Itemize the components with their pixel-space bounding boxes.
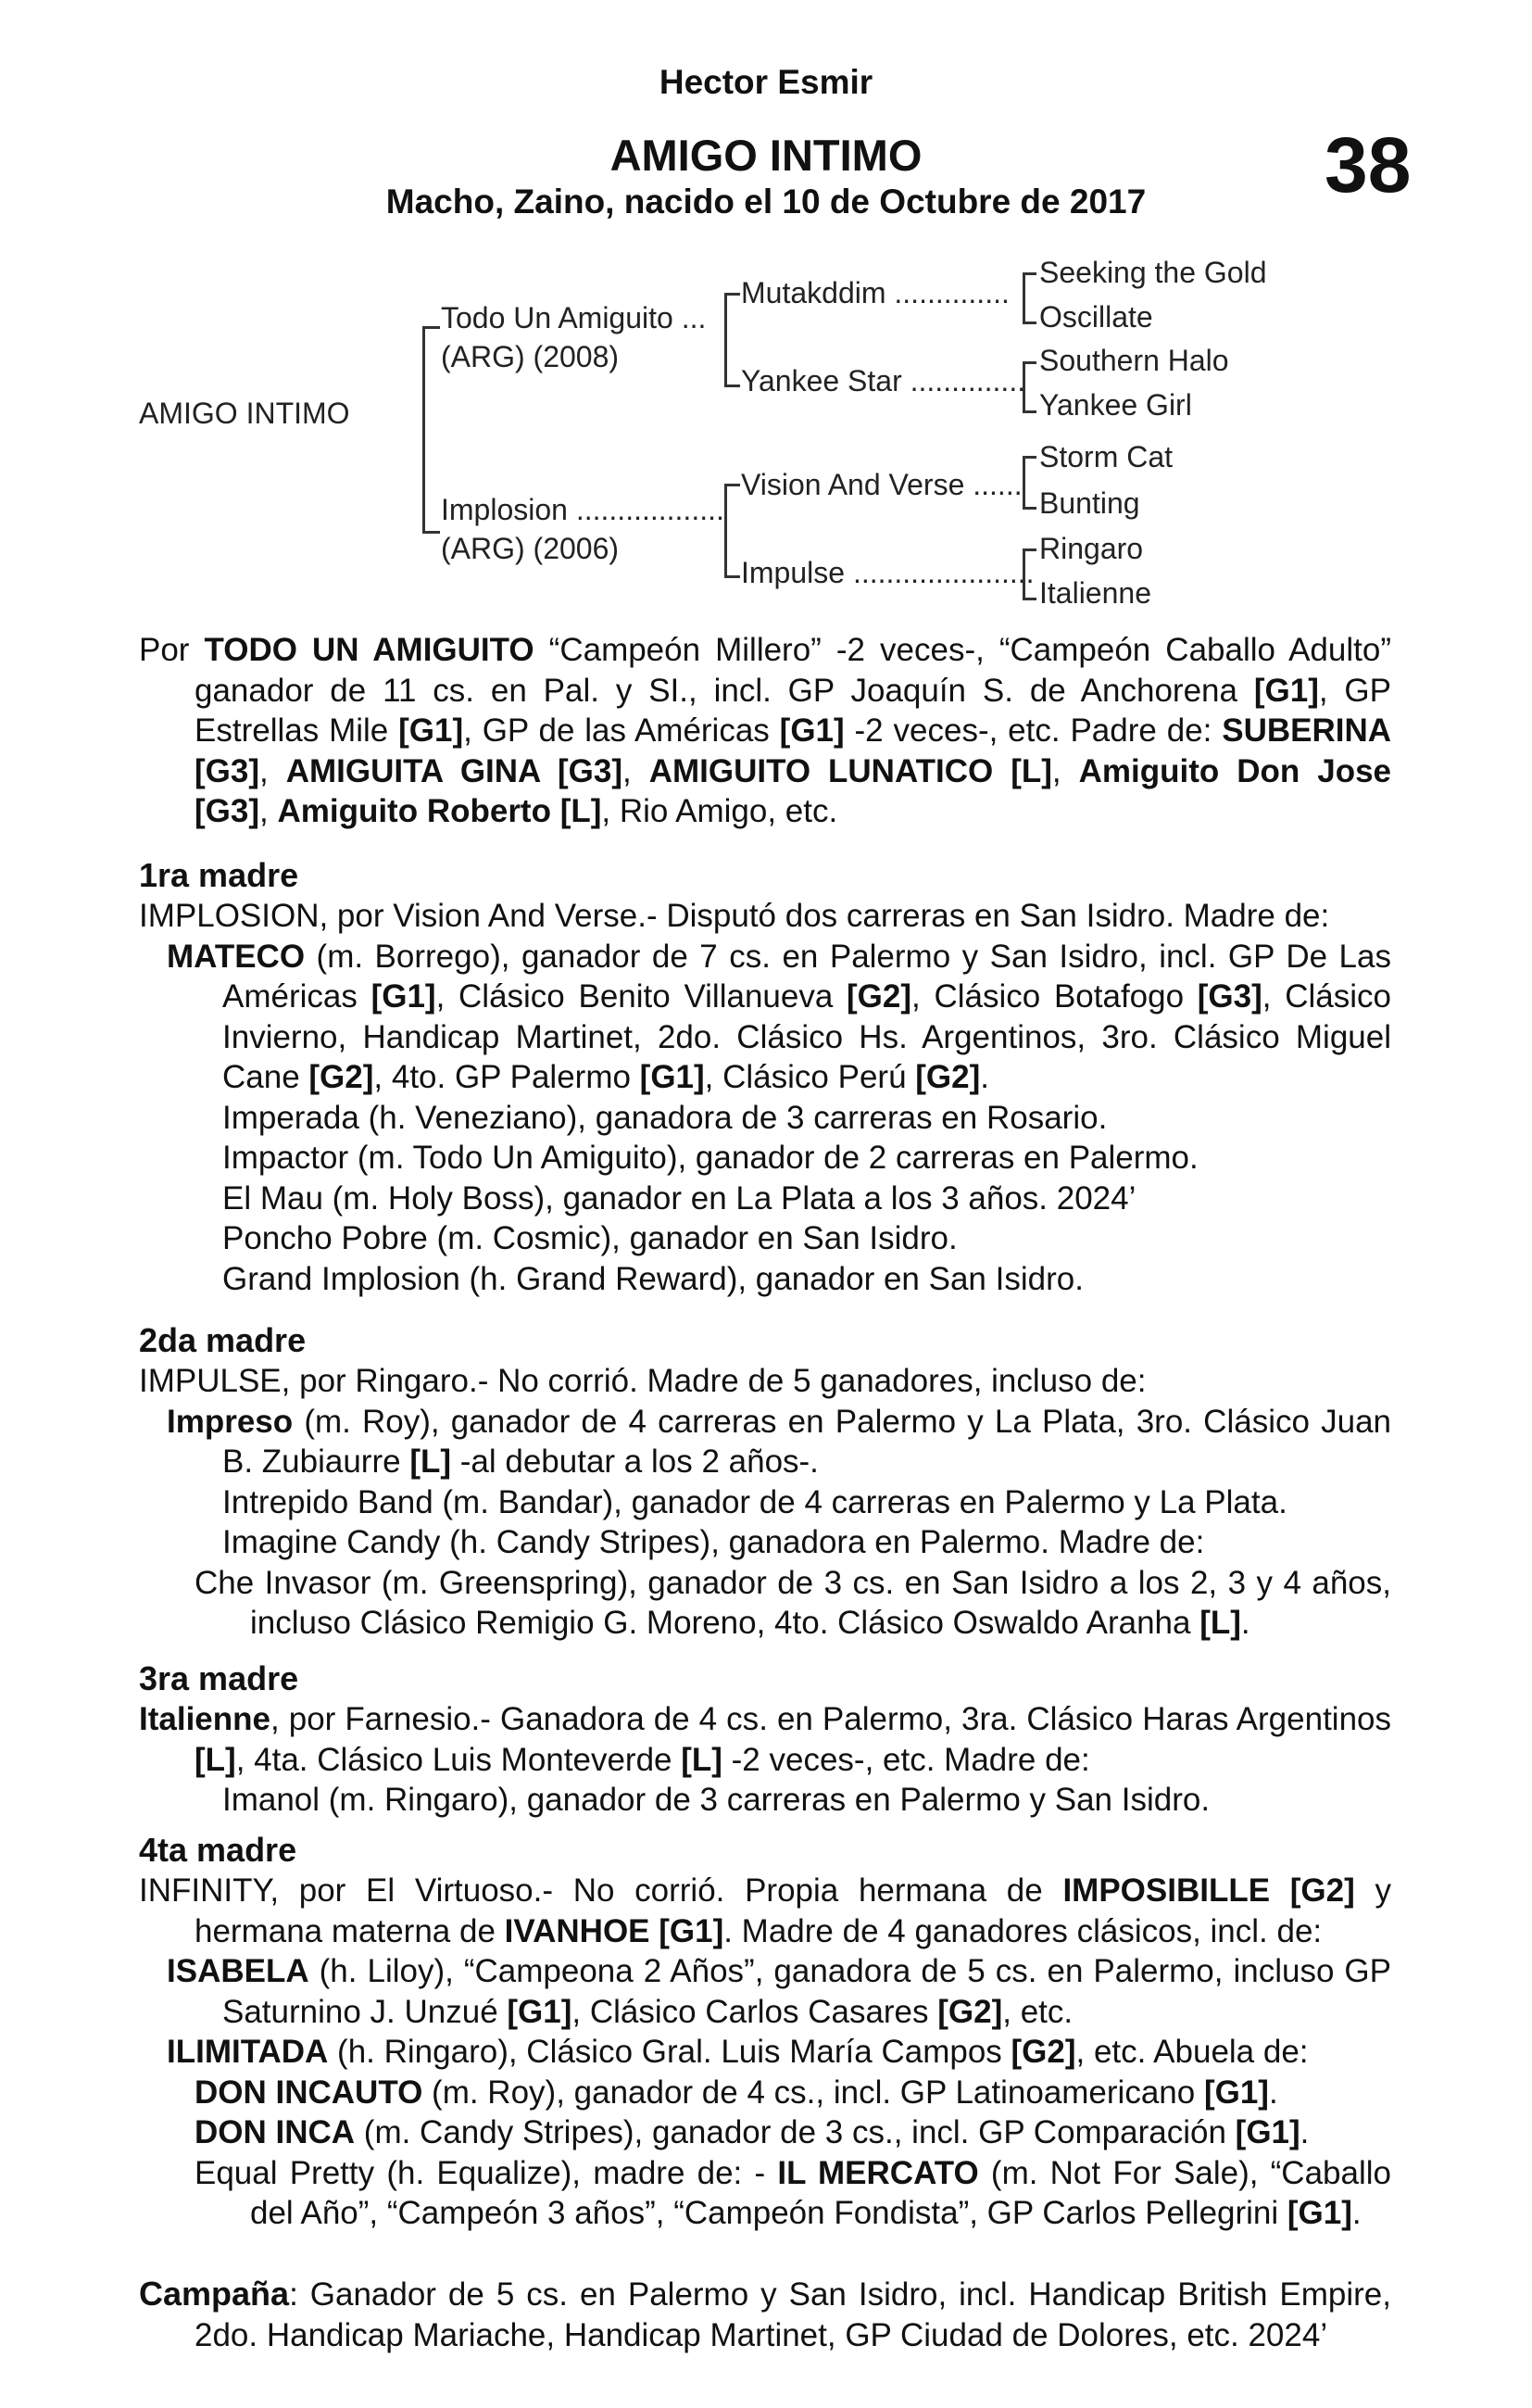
first-dam-heading: 1ra madre	[139, 856, 299, 894]
first-dam-offspring: Impactor (m. Todo Un Amiguito), ganador de 2 carreras en Palermo.	[222, 1140, 1199, 1176]
pedigree-ssd: Oscillate	[1039, 300, 1153, 334]
pedigree-sds: Southern Halo	[1039, 344, 1229, 377]
horse-name-title: AMIGO INTIMO	[609, 131, 923, 180]
pedigree-sire: Todo Un Amiguito ...	[441, 301, 707, 334]
pedigree-sss: Seeking the Gold	[1039, 256, 1267, 289]
pedigree-bracket-gen1	[422, 326, 440, 534]
pedigree-bracket-dam	[724, 484, 740, 578]
sire-section	[139, 630, 1391, 832]
second-dam-offspring: Imagine Candy (h. Candy Stripes), ganadora en Palermo. Madre de:	[222, 1524, 1205, 1560]
first-dam-section	[139, 854, 1391, 1299]
second-dam-section	[139, 1319, 1391, 1644]
first-dam-offspring: Imperada (h. Veneziano), ganadora de 3 carreras en Rosario.	[222, 1099, 1108, 1136]
first-dam-offspring: Grand Implosion (h. Grand Reward), ganador en San Isidro.	[222, 1260, 1084, 1297]
first-dam-mateco: MATECO (m. Borrego), ganador de 7 cs. en Palermo y San Isidro, incl. GP De Las Américas [G1], Clásico Benito Villanueva [G2], Clásico Botafogo [G3], Clásico Invierno, Handicap Martinet, 2do. Clásico Hs. Argentinos, 3ro. Clásico Miguel Cane [G2], 4to. GP Palermo [G1], Clásico Perú [G2].	[167, 938, 1391, 1095]
fourth-dam-equal-pretty: Equal Pretty (h. Equalize), madre de: - IL MERCATO (m. Not For Sale), “Caballo del Año”, “Campeón 3 años”, “Campeón Fondista”, GP Carlos Pellegrini [G1].	[195, 2154, 1391, 2231]
fourth-dam-section	[139, 1829, 1391, 2234]
pedigree-sire-info: (ARG) (2008)	[441, 340, 620, 373]
pedigree-dam-dam: Impulse ......................	[741, 556, 1035, 589]
campaign-section	[139, 2274, 1391, 2355]
third-dam-section	[139, 1658, 1391, 1821]
horse-description: Macho, Zaino, nacido el 10 de Octubre de 2017	[385, 183, 1147, 221]
second-dam-grandchild: Che Invasor (m. Greenspring), ganador de 3 cs. en San Isidro a los 2, 3 y 4 años, incluso Clásico Remigio G. Moreno, 4to. Clásico Oswaldo Aranha [L].	[195, 1564, 1391, 1641]
first-dam-offspring: Poncho Pobre (m. Cosmic), ganador en San Isidro.	[222, 1220, 958, 1256]
pedigree-dam: Implosion ..................	[441, 493, 724, 526]
fourth-dam-don-incauto: DON INCAUTO (m. Roy), ganador de 4 cs., incl. GP Latinoamericano [G1].	[195, 2074, 1278, 2111]
campaign-paragraph: Campaña: Ganador de 5 cs. en Palermo y San Isidro, incl. Handicap British Empire, 2do. Handicap Mariache, Handicap Martinet, GP Ciudad de Dolores, etc. 2024’	[139, 2275, 1391, 2353]
second-dam-heading: 2da madre	[139, 1321, 307, 1359]
third-dam-intro: Italienne, por Farnesio.- Ganadora de 4 cs. en Palermo, 3ra. Clásico Haras Argentinos [L], 4ta. Clásico Luis Monteverde [L] -2 veces-, etc. Madre de:	[139, 1701, 1391, 1778]
fourth-dam-intro: INFINITY, por El Virtuoso.- No corrió. Propia hermana de IMPOSIBILLE [G2] y hermana materna de IVANHOE [G1]. Madre de 4 ganadores clásicos, incl. de:	[139, 1872, 1391, 1949]
fourth-dam-don-inca: DON INCA (m. Candy Stripes), ganador de 3 cs., incl. GP Comparación [G1].	[195, 2114, 1310, 2150]
pedigree-dsd: Bunting	[1039, 486, 1140, 520]
first-dam-offspring: El Mau (m. Holy Boss), ganador en La Plata a los 3 años. 2024’	[222, 1179, 1136, 1217]
pedigree-dam-info: (ARG) (2006)	[441, 532, 620, 565]
pedigree-bracket-g3a	[1023, 272, 1036, 324]
sire-paragraph: Por TODO UN AMIGUITO “Campeón Millero” -2 veces-, “Campeón Caballo Adulto” ganador de 11 cs. en Pal. y SI., incl. GP Joaquín S. de Anchorena [G1], GP Estrellas Mile [G1], GP de las Américas [G1] -2 veces-, etc. Padre de: SUBERINA [G3], AMIGUITA GINA [G3], AMIGUITO LUNATICO [L], Amiguito Don Jose [G3], Amiguito Roberto [L], Rio Amigo, etc.	[139, 632, 1392, 829]
pedigree-ddd: Italienne	[1039, 576, 1151, 610]
second-dam-intro: IMPULSE, por Ringaro.- No corrió. Madre de 5 ganadores, incluso de:	[139, 1363, 1147, 1399]
fourth-dam-isabela: ISABELA (h. Liloy), “Campeona 2 Años”, ganadora de 5 cs. en Palermo, incluso GP Saturnino J. Unzué [G1], Clásico Carlos Casares [G2], etc.	[167, 1953, 1391, 2030]
second-dam-impreso: Impreso (m. Roy), ganador de 4 carreras en Palermo y La Plata, 3ro. Clásico Juan B. Zubiaurre [L] -al debutar a los 2 años-.	[167, 1403, 1391, 1480]
pedigree-dam-sire: Vision And Verse ......	[741, 468, 1023, 501]
pedigree-subject: AMIGO INTIMO	[139, 397, 350, 430]
pedigree-bracket-g3c	[1023, 456, 1036, 510]
pedigree-sdd: Yankee Girl	[1039, 388, 1192, 422]
fourth-dam-ilimitada: ILIMITADA (h. Ringaro), Clásico Gral. Luis María Campos [G2], etc. Abuela de:	[167, 2034, 1309, 2070]
owner-name: Hector Esmir	[659, 63, 873, 101]
pedigree-bracket-g3d	[1023, 548, 1036, 600]
pedigree-dds: Ringaro	[1039, 532, 1144, 565]
pedigree-sire-dam: Yankee Star ..............	[741, 364, 1026, 397]
first-dam-intro: IMPLOSION, por Vision And Verse.- Disputó dos carreras en San Isidro. Madre de:	[139, 898, 1330, 934]
fourth-dam-heading: 4ta madre	[139, 1831, 297, 1869]
pedigree-bracket-g3b	[1023, 361, 1036, 413]
pedigree-dss: Storm Cat	[1039, 440, 1174, 473]
third-dam-offspring: Imanol (m. Ringaro), ganador de 3 carreras en Palermo y San Isidro.	[222, 1782, 1211, 1818]
pedigree-sire-sire: Mutakddim ..............	[741, 276, 1010, 309]
third-dam-heading: 3ra madre	[139, 1659, 299, 1697]
second-dam-offspring: Intrepido Band (m. Bandar), ganador de 4 carreras en Palermo y La Plata.	[222, 1483, 1287, 1520]
lot-number: 38	[1325, 121, 1412, 208]
pedigree-bracket-sire	[724, 293, 740, 387]
